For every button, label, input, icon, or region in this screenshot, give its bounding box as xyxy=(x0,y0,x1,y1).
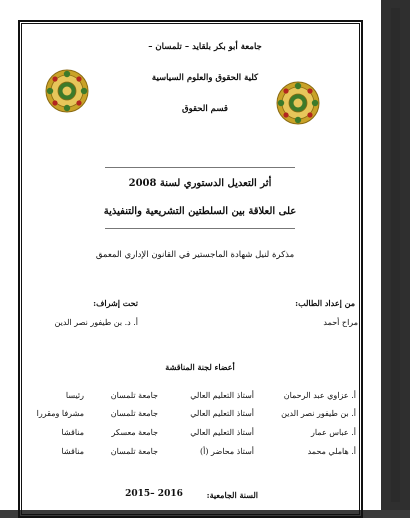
member-rank: أستاذ التعليم العالي xyxy=(190,409,254,418)
academic-year-label: السنة الجامعية: xyxy=(206,490,258,500)
academic-year-value: 2015– 2016 xyxy=(125,489,183,499)
member-name: أ. هاملي محمد xyxy=(307,447,356,456)
thesis-title-line1: أثر التعديل الدستوري لسنة 2008 xyxy=(128,178,272,189)
member-name: أ. بن طيفور نصر الدين xyxy=(281,409,356,418)
thesis-title-line2: على العلاقة بين السلطتين التشريعية والتنفيذية xyxy=(103,206,297,217)
member-name: أ. عزاوي عبد الرحمان xyxy=(283,391,356,400)
degree-statement: مذكرة لنيل شهادة الماجستير في القانون الإداري المعمق xyxy=(95,250,295,260)
scrollbar-track[interactable] xyxy=(391,8,400,502)
committee-heading: أعضاء لجنة المناقشة xyxy=(165,362,235,372)
department-name: قسم الحقوق xyxy=(182,104,228,114)
student-label: من إعداد الطالب: xyxy=(295,298,355,308)
member-university: جامعة تلمسان xyxy=(110,391,158,400)
title-rule-bottom xyxy=(105,228,295,229)
member-university: جامعة تلمسان xyxy=(110,447,158,456)
member-role: مشرفا ومقررا xyxy=(36,409,84,418)
university-name: جامعة أبو بكر بلقايد – تلمسان – xyxy=(148,42,262,52)
supervisor-label: تحت إشراف: xyxy=(93,298,138,308)
university-seal-right xyxy=(275,80,321,126)
faculty-name: كلية الحقوق والعلوم السياسية xyxy=(151,73,259,83)
member-role: مناقشا xyxy=(61,447,84,456)
member-university: جامعة تلمسان xyxy=(110,409,158,418)
university-seal-left xyxy=(44,68,90,114)
member-rank: أستاذ التعليم العالي xyxy=(190,428,254,437)
student-name: مراح أحمد xyxy=(323,318,358,327)
member-role: رئيسا xyxy=(65,391,84,400)
member-rank: أستاذ محاضر (أ) xyxy=(200,447,254,456)
title-rule-top xyxy=(105,167,295,168)
viewer-scrollbar[interactable] xyxy=(381,0,410,510)
member-role: مناقشا xyxy=(61,428,84,437)
supervisor-name: أ. د. بن طيفور نصر الدين xyxy=(54,318,138,327)
member-name: أ. عباس عمار xyxy=(311,428,356,437)
member-rank: أستاذ التعليم العالي xyxy=(190,391,254,400)
member-university: جامعة معسكر xyxy=(111,428,158,437)
